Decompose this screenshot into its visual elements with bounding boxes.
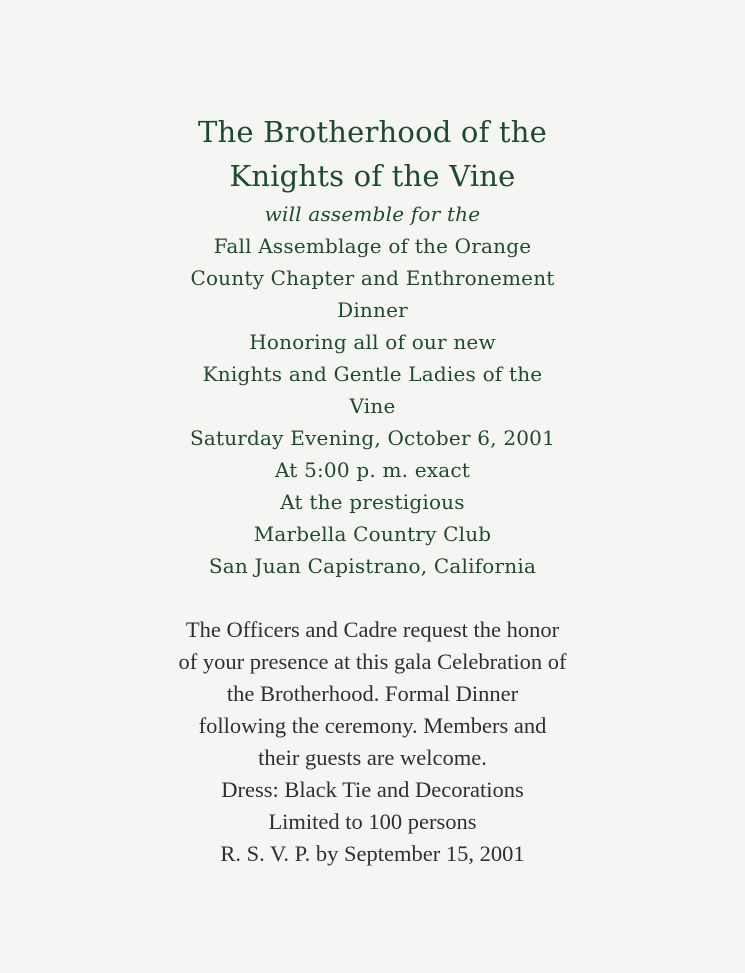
invitation-body-block <box>0 614 745 870</box>
body-line-2: of your presence at this gala Celebration of <box>178 649 567 674</box>
capacity-limit: Limited to 100 persons <box>268 809 477 834</box>
body-line-3: the Brotherhood. Formal Dinner <box>226 681 519 706</box>
body-line-1: The Officers and Cadre request the honor <box>185 617 560 642</box>
event-time: At 5:00 p. m. exact <box>274 458 471 482</box>
venue-name: Marbella Country Club <box>253 522 492 546</box>
body-line-4: following the ceremony. Members and <box>198 713 547 738</box>
event-line-1: Fall Assemblage of the Orange <box>213 234 532 258</box>
title-line-2: Knights of the Vine <box>229 159 516 193</box>
venue-location: San Juan Capistrano, California <box>208 554 537 578</box>
event-line-3: Dinner <box>337 298 408 322</box>
calligraphy-heading-block <box>0 110 745 582</box>
title-line-1: The Brotherhood of the <box>197 115 548 149</box>
event-line-2: County Chapter and Enthronement <box>190 266 555 290</box>
body-line-5: their guests are welcome. <box>258 745 487 770</box>
dress-code: Dress: Black Tie and Decorations <box>221 777 524 802</box>
venue-intro: At the prestigious <box>280 490 465 514</box>
honoring-line-1: Honoring all of our new <box>249 330 496 354</box>
honoring-line-3: Vine <box>349 394 396 418</box>
honoring-line-2: Knights and Gentle Ladies of the <box>202 362 543 386</box>
event-date: Saturday Evening, October 6, 2001 <box>189 426 556 450</box>
assemble-line: will assemble for the <box>264 202 481 226</box>
rsvp-deadline: R. S. V. P. by September 15, 2001 <box>220 841 525 866</box>
